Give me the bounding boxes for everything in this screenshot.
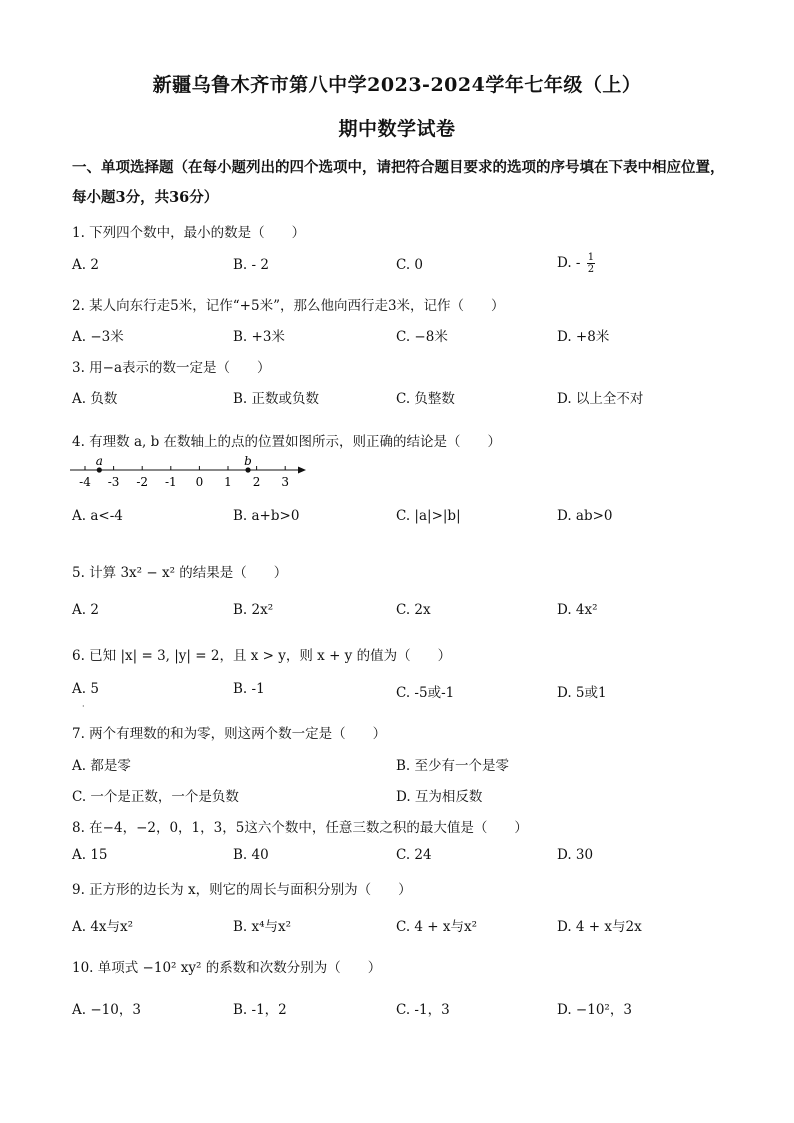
question-1-option-a: A. 2 [72,257,99,273]
number-line-point-a-label: a [95,454,103,468]
question-7-option-b: B. 至少有一个是零 [396,758,510,774]
question-8-option-c: C. 24 [396,847,432,863]
question-5-option-b: B. 2x² [233,602,274,618]
question-6-stem: 6. 已知 |x| = 3, |y| = 2，且 x > y，则 x + y 的值为（ ） [72,648,452,664]
question-7-option-c: C. 一个是正数，一个是负数 [72,789,239,805]
number-line-arrow [298,467,306,474]
fraction [587,252,595,275]
exam-title-line2: 期中数学试卷 [338,118,456,140]
question-7-option-d: D. 互为相反数 [396,789,483,805]
question-10-stem: 10. 单项式 −10² xy² 的系数和次数分别为（ ） [72,960,382,976]
exam-title-line1: 新疆乌鲁木齐市第八中学2023-2024学年七年级（上） [152,74,642,96]
number-line-tick-label: 1 [224,475,232,489]
number-line-tick-label: -3 [107,475,120,489]
question-2-option-c: C. −8米 [396,329,448,345]
number-line-tick-label: 3 [281,475,290,489]
question-9-option-d: D. 4 + x与2x [557,919,642,935]
question-1-option-d-label: D. - [557,255,585,271]
question-10-option-c: C. -1，3 [396,1002,450,1018]
question-6-option-a: A. 5 [72,681,99,697]
question-8-option-a: A. 15 [72,847,108,863]
question-4-stem: 4. 有理数 a, b 在数轴上的点的位置如图所示，则正确的结论是（ ） [72,434,502,450]
question-2-option-d: D. +8米 [557,329,610,345]
question-4-option-a: A. a<-4 [72,508,123,524]
question-9-option-b: B. x⁴与x² [233,919,292,935]
question-5-option-a: A. 2 [72,602,99,618]
question-5-stem: 5. 计算 3x² − x² 的结果是（ ） [72,565,288,581]
number-line-figure [68,454,308,494]
question-1-option-b: B. - 2 [233,257,269,273]
number-line-point-b [245,467,250,472]
question-2-option-a: A. −3米 [72,329,124,345]
question-10-option-a: A. −10，3 [72,1002,141,1018]
question-3-option-c: C. 负整数 [396,391,455,407]
question-1-stem: 1. 下列四个数中，最小的数是（ ） [72,225,306,241]
number-line-point-b-label: b [244,454,252,468]
question-4-option-d: D. ab>0 [557,508,613,524]
question-5-option-c: C. 2x [396,602,431,618]
question-10-option-d: D. −10²，3 [557,1002,632,1018]
question-8-option-b: B. 40 [233,847,269,863]
question-6-option-b: B. -1 [233,681,265,697]
question-6-option-c: C. -5或-1 [396,685,455,701]
question-3-option-a: A. 负数 [72,391,118,407]
number-line-tick-label: 0 [195,475,204,489]
question-1-option-d [557,252,595,275]
question-8-option-d: D. 30 [557,847,594,863]
section-heading: 一、单项选择题（在每小题列出的四个选项中，请把符合题目要求的选项的序号填在下表中相应位置，每小题3分，共36分） [72,159,725,206]
question-3-stem: 3. 用−a表示的数一定是（ ） [72,360,271,376]
number-line-point-a [97,467,102,472]
stray-mark: · [82,702,85,711]
number-line-tick-label: -4 [79,475,91,489]
question-5-option-d: D. 4x² [557,602,598,618]
question-1-option-c: C. 0 [396,257,424,273]
question-3-option-b: B. 正数或负数 [233,391,320,407]
question-2-option-b: B. +3米 [233,329,285,345]
question-2-stem: 2. 某人向东行走5米，记作“+5米”，那么他向西行走3米，记作（ ） [72,298,505,314]
question-9-option-c: C. 4 + x与x² [396,919,478,935]
question-7-option-a: A. 都是零 [72,758,131,774]
fraction-denominator: 2 [587,264,595,275]
number-line-tick-label: -2 [136,475,149,489]
question-4-option-b: B. a+b>0 [233,508,300,524]
question-7-stem: 7. 两个有理数的和为零，则这两个数一定是（ ） [72,726,387,742]
number-line-tick-label: 2 [252,475,261,489]
question-4-option-c: C. |a|>|b| [396,508,461,524]
fraction-numerator: 1 [587,252,595,263]
question-9-option-a: A. 4x与x² [72,919,134,935]
question-6-option-d: D. 5或1 [557,685,607,701]
question-10-option-b: B. -1，2 [233,1002,287,1018]
number-line-ticks [79,466,289,489]
question-8-stem: 8. 在−4，−2，0，1，3，5这六个数中，任意三数之积的最大值是（ ） [72,820,528,836]
question-3-option-d: D. 以上全不对 [557,391,644,407]
number-line-tick-label: -1 [164,475,177,489]
question-9-stem: 9. 正方形的边长为 x，则它的周长与面积分别为（ ） [72,882,412,898]
